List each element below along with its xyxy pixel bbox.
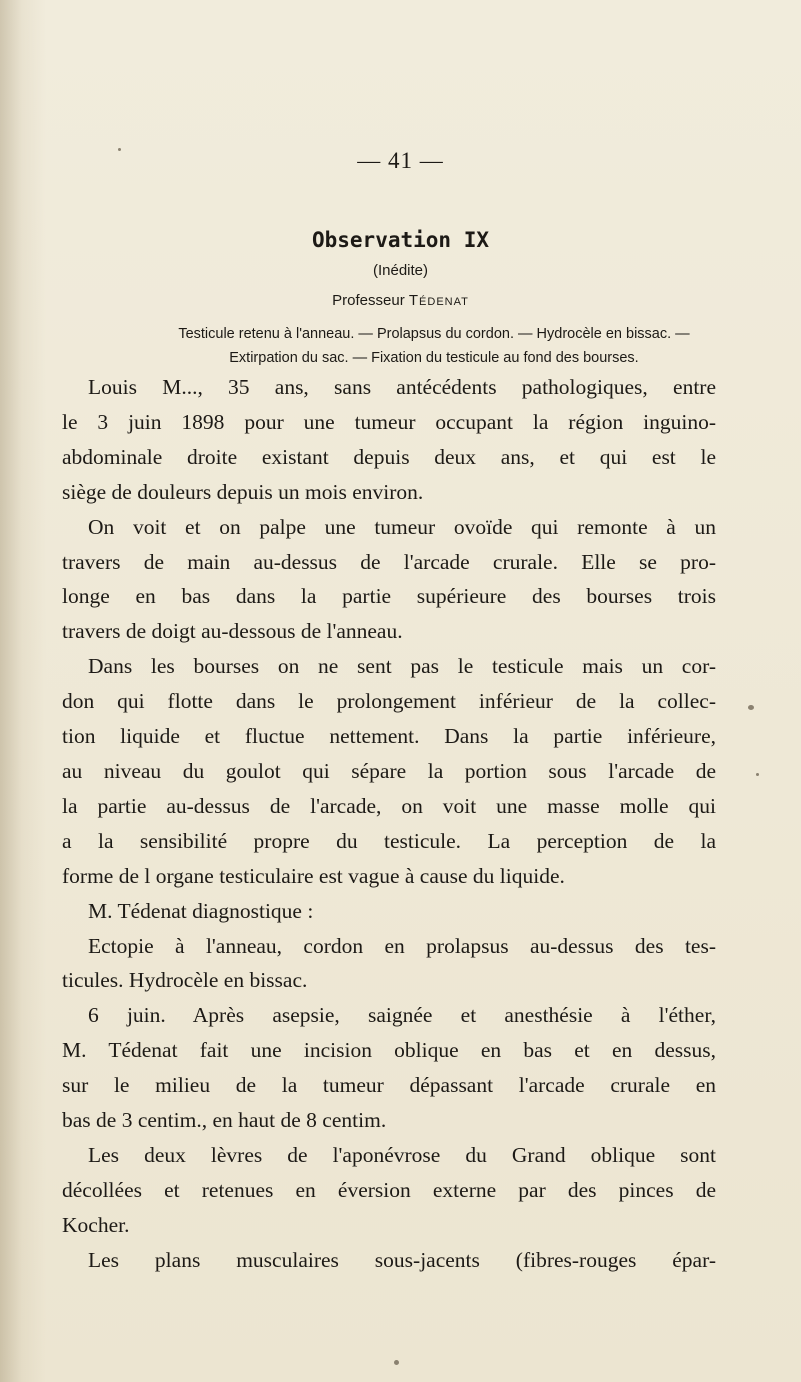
- paper-speck: [756, 773, 759, 776]
- summary-line: Extirpation du sac. — Fixation du testicule au fond des bourses.: [229, 350, 639, 366]
- paper-speck: [394, 1360, 399, 1365]
- body-line: bas de 3 centim., en haut de 8 centim.: [62, 1108, 387, 1133]
- body-line: décollées et retenues en éversion externe par des pinces de: [62, 1177, 716, 1202]
- body-line: Les deux lèvres de l'aponévrose du Grand oblique sont: [88, 1142, 716, 1167]
- body-line: tion liquide et fluctue nettement. Dans la partie inférieure,: [62, 724, 716, 749]
- body-line: travers de main au-dessus de l'arcade crurale. Elle se pro-: [62, 549, 716, 574]
- body-line: Kocher.: [62, 1212, 130, 1237]
- body-line: siège de douleurs depuis un mois environ.: [62, 479, 424, 504]
- summary-line: Testicule retenu à l'anneau. — Prolapsus du cordon. — Hydrocèle en bissac. —: [178, 326, 690, 342]
- body-line: ticules. Hydrocèle en bissac.: [62, 968, 308, 993]
- page-number: — 41 —: [357, 148, 444, 173]
- body-line: On voit et on palpe une tumeur ovoïde qui remonte à un: [88, 514, 716, 539]
- body-line: 6 juin. Après asepsie, saignée et anesthésie à l'éther,: [88, 1003, 716, 1028]
- body-line: M. Tédenat fait une incision oblique en bas et en dessus,: [62, 1038, 716, 1063]
- body-line: Ectopie à l'anneau, cordon en prolapsus au-dessus des tes-: [88, 933, 716, 958]
- body-line: abdominale droite existant depuis deux ans, et qui est le: [62, 444, 716, 469]
- paper-speck: [748, 705, 754, 710]
- paper-speck: [118, 148, 121, 151]
- body-line: Dans les bourses on ne sent pas le testicule mais un cor-: [88, 654, 716, 679]
- body-line: M. Tédenat diagnostique :: [88, 898, 314, 923]
- observation-status: (Inédite): [372, 262, 429, 279]
- author-prefix: Professeur: [332, 292, 405, 309]
- observation-summary: [124, 322, 744, 370]
- body-line: au niveau du goulot qui sépare la portion sous l'arcade de: [62, 758, 716, 783]
- body-line: travers de doigt au-dessous de l'anneau.: [62, 619, 403, 644]
- body-line: forme de l organe testiculaire est vague à cause du liquide.: [62, 863, 565, 888]
- body-line: le 3 juin 1898 pour une tumeur occupant la région inguino-: [62, 409, 716, 434]
- body-line: a la sensibilité propre du testicule. La perception de la: [62, 828, 716, 853]
- body-line: Les plans musculaires sous-jacents (fibres-rouges épar-: [88, 1247, 716, 1272]
- observation-title: Observation IX: [311, 228, 489, 252]
- body-line: la partie au-dessus de l'arcade, on voit une masse molle qui: [62, 793, 716, 818]
- body-line: Louis M..., 35 ans, sans antécédents pathologiques, entre: [88, 375, 716, 399]
- observation-body: [62, 370, 716, 1278]
- body-line: sur le milieu de la tumeur dépassant l'arcade crurale en: [62, 1073, 716, 1098]
- author-name: Tédenat: [408, 292, 469, 309]
- body-line: longe en bas dans la partie supérieure des bourses trois: [62, 584, 716, 609]
- observation-author: [0, 292, 801, 309]
- body-line: don qui flotte dans le prolongement inférieur de la collec-: [62, 689, 716, 714]
